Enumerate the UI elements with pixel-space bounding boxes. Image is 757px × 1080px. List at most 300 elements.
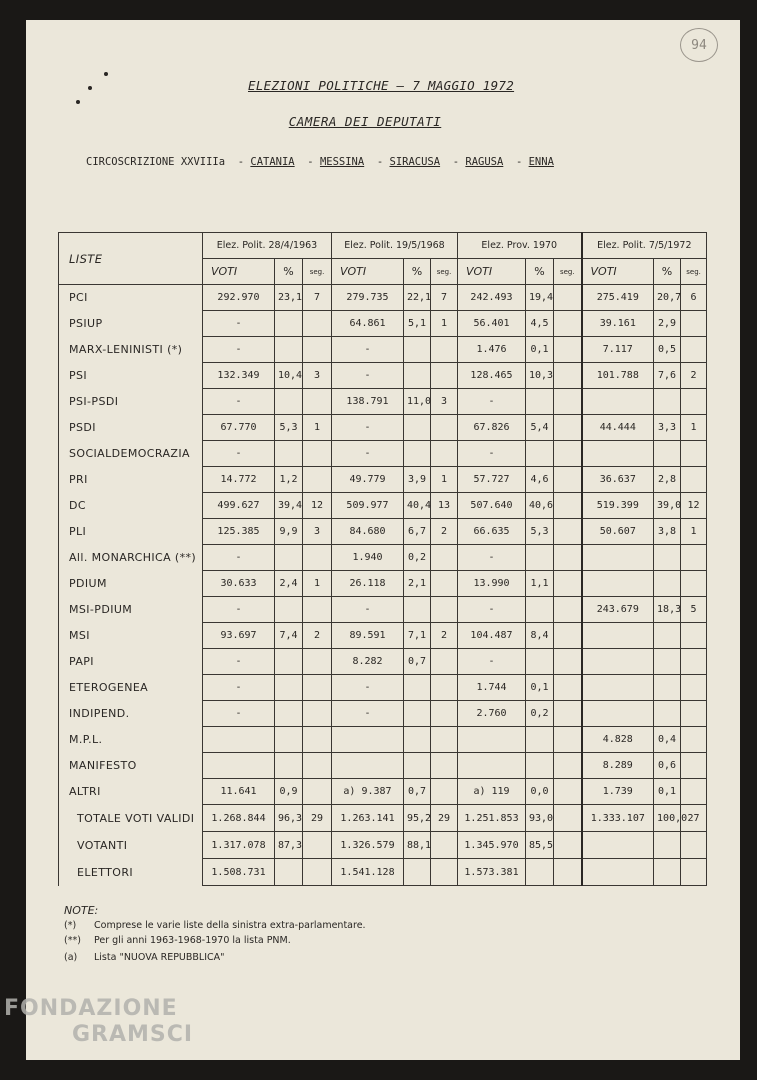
seats-cell [554,441,582,467]
votes-cell: 128.465 [458,363,526,389]
votes-cell: 1.508.731 [203,859,275,886]
percent-cell [275,337,303,363]
seats-cell [554,597,582,623]
party-row [59,467,707,493]
votes-cell: 104.487 [458,623,526,649]
voti-header: VOTI [458,259,526,285]
seats-cell [303,389,332,415]
percent-cell [404,727,431,753]
seats-cell [681,832,707,859]
votes-cell: - [203,441,275,467]
party-label: PAPI [59,649,203,675]
seats-cell [431,675,458,701]
percent-cell [654,832,681,859]
party-row [59,337,707,363]
percent-cell: 23,1 [275,285,303,311]
votes-cell [458,753,526,779]
percent-cell [404,675,431,701]
votes-cell: 84.680 [332,519,404,545]
percent-cell [404,859,431,886]
percent-cell: 0,6 [654,753,681,779]
seats-cell [303,467,332,493]
seats-cell: 1 [681,415,707,441]
votes-cell [458,727,526,753]
party-row [59,727,707,753]
votes-cell: 125.385 [203,519,275,545]
percent-header: % [654,259,681,285]
votes-cell: 292.970 [203,285,275,311]
percent-cell [275,441,303,467]
percent-cell: 4,5 [526,311,554,337]
seats-cell [554,701,582,727]
party-row [59,493,707,519]
seats-cell [303,859,332,886]
votes-cell: 1.317.078 [203,832,275,859]
seats-cell [554,493,582,519]
seats-header: seg. [554,259,582,285]
seats-cell [431,779,458,805]
voti-header: VOTI [203,259,275,285]
seats-cell [431,415,458,441]
election-header: Elez. Polit. 19/5/1968 [332,233,458,259]
votes-cell: 49.779 [332,467,404,493]
percent-cell: 2,9 [654,311,681,337]
percent-cell [404,753,431,779]
percent-header: % [275,259,303,285]
liste-header: LISTE [59,233,203,285]
voti-header: VOTI [332,259,404,285]
election-header: Elez. Polit. 28/4/1963 [203,233,332,259]
party-label: ALTRI [59,779,203,805]
seats-cell [554,571,582,597]
total-row [59,859,707,886]
seats-cell: 27 [681,805,707,832]
votes-cell: 499.627 [203,493,275,519]
note-key: (a) [64,952,78,963]
votes-cell: 93.697 [203,623,275,649]
seats-cell: 3 [303,363,332,389]
votes-cell: 132.349 [203,363,275,389]
seats-cell [554,649,582,675]
seats-cell: 3 [431,389,458,415]
percent-cell: 8,4 [526,623,554,649]
seats-cell: 5 [681,597,707,623]
seats-cell: 29 [303,805,332,832]
results-table [58,232,707,886]
votes-cell: 1.345.970 [458,832,526,859]
seats-cell [303,753,332,779]
circoscrizione-label: CIRCOSCRIZIONE XXVIIIa [86,156,226,168]
seats-cell: 1 [303,415,332,441]
seats-cell [303,727,332,753]
party-label: SOCIALDEMOCRAZIA [59,441,203,467]
party-label: ETEROGENEA [59,675,203,701]
votes-cell: - [203,311,275,337]
votes-cell: 50.607 [582,519,654,545]
votes-cell [582,545,654,571]
votes-cell: 44.444 [582,415,654,441]
percent-cell [404,441,431,467]
percent-cell: 3,8 [654,519,681,545]
seats-cell: 1 [431,467,458,493]
party-row [59,779,707,805]
note-line [64,920,366,931]
seats-cell [554,859,582,886]
party-label: All. MONARCHICA (**) [59,545,203,571]
party-row [59,285,707,311]
votes-cell [582,701,654,727]
percent-cell: 0,2 [526,701,554,727]
seats-cell [303,337,332,363]
percent-cell [654,623,681,649]
percent-cell: 9,9 [275,519,303,545]
votes-cell: - [332,441,404,467]
votes-cell: - [458,597,526,623]
votes-cell: - [203,649,275,675]
seats-cell: 1 [431,311,458,337]
votes-cell: - [203,389,275,415]
seats-cell [431,753,458,779]
province: SIRACUSA [389,156,441,168]
percent-cell [275,545,303,571]
seats-cell [554,727,582,753]
percent-cell: 96,3 [275,805,303,832]
seats-cell: 1 [303,571,332,597]
party-row [59,441,707,467]
province: RAGUSA [465,156,504,168]
seats-cell [303,441,332,467]
seats-cell [431,727,458,753]
document-title: ELEZIONI POLITICHE – 7 MAGGIO 1972 [248,78,515,93]
seats-cell [554,285,582,311]
votes-cell: - [332,415,404,441]
seats-cell [431,859,458,886]
percent-cell: 95,2 [404,805,431,832]
party-label: M.P.L. [59,727,203,753]
votes-cell: - [203,337,275,363]
votes-cell: 101.788 [582,363,654,389]
votes-cell: - [458,441,526,467]
percent-cell [275,389,303,415]
seats-cell [303,597,332,623]
seats-cell [554,623,582,649]
seats-cell [681,571,707,597]
seats-cell: 12 [681,493,707,519]
percent-cell: 3,9 [404,467,431,493]
votes-cell: 1.739 [582,779,654,805]
province: MESSINA [319,156,365,168]
seats-cell [681,727,707,753]
party-label: PSI [59,363,203,389]
seats-cell [431,832,458,859]
seats-cell [681,545,707,571]
seats-cell [681,623,707,649]
votes-cell: - [458,389,526,415]
votes-cell: - [332,337,404,363]
percent-cell [526,859,554,886]
party-row [59,597,707,623]
votes-cell: 1.744 [458,675,526,701]
seats-cell: 2 [431,519,458,545]
votes-cell: 14.772 [203,467,275,493]
percent-header: % [404,259,431,285]
seats-cell [554,519,582,545]
percent-cell: 6,7 [404,519,431,545]
party-row [59,649,707,675]
ink-dot [88,86,92,90]
votes-cell [582,441,654,467]
percent-cell: 1,2 [275,467,303,493]
percent-cell: 85,5 [526,832,554,859]
percent-cell [526,389,554,415]
votes-cell: 39.161 [582,311,654,337]
party-row [59,545,707,571]
seats-cell [431,649,458,675]
percent-header: % [526,259,554,285]
votes-cell: - [458,545,526,571]
seats-cell [431,337,458,363]
seats-cell [554,415,582,441]
votes-cell [332,727,404,753]
votes-cell: 56.401 [458,311,526,337]
seats-cell [681,311,707,337]
votes-cell: a) 9.387 [332,779,404,805]
percent-cell [526,753,554,779]
seats-cell [303,545,332,571]
percent-cell: 2,1 [404,571,431,597]
seats-header: seg. [431,259,458,285]
party-label: MANIFESTO [59,753,203,779]
percent-cell: 7,4 [275,623,303,649]
party-label: ELETTORI [59,859,203,886]
note-line [64,952,225,963]
seats-cell [303,311,332,337]
votes-cell: 30.633 [203,571,275,597]
seats-header: seg. [303,259,332,285]
votes-cell [203,753,275,779]
percent-cell: 20,7 [654,285,681,311]
party-label: PCI [59,285,203,311]
seats-cell: 2 [681,363,707,389]
seats-cell: 12 [303,493,332,519]
seats-cell [554,753,582,779]
seats-cell [681,441,707,467]
votes-cell: 67.770 [203,415,275,441]
votes-cell: 1.251.853 [458,805,526,832]
seats-cell [431,441,458,467]
percent-cell: 2,4 [275,571,303,597]
percent-cell [526,649,554,675]
percent-cell [526,727,554,753]
seats-cell [554,311,582,337]
seats-cell [681,337,707,363]
party-label: PSDI [59,415,203,441]
percent-cell: 0,4 [654,727,681,753]
seats-cell [554,675,582,701]
percent-cell [654,859,681,886]
seats-cell [681,389,707,415]
votes-cell: 509.977 [332,493,404,519]
province: CATANIA [250,156,295,168]
seats-header: seg. [681,259,707,285]
party-row [59,571,707,597]
seats-cell [681,859,707,886]
watermark-line: GRAMSCI [72,1022,194,1047]
seats-cell [554,805,582,832]
votes-cell [582,623,654,649]
seats-cell [554,467,582,493]
seats-cell [554,832,582,859]
votes-cell: 1.268.844 [203,805,275,832]
party-label: MSI-PDIUM [59,597,203,623]
percent-cell [654,571,681,597]
votes-cell: - [332,597,404,623]
votes-cell: - [203,597,275,623]
party-label: PSI-PSDI [59,389,203,415]
circoscrizione-line: CIRCOSCRIZIONE XXVIIIa - CATANIA - MESSINA - SIRACUSA - RAGUSA - ENNA [86,156,554,168]
party-label: PSIUP [59,311,203,337]
party-label: DC [59,493,203,519]
votes-cell: a) 119 [458,779,526,805]
votes-cell [582,649,654,675]
total-row [59,805,707,832]
percent-cell [654,389,681,415]
seats-cell [431,363,458,389]
percent-cell: 22,1 [404,285,431,311]
seats-cell [554,545,582,571]
votes-cell: 1.541.128 [332,859,404,886]
seats-cell [554,779,582,805]
votes-cell: 36.637 [582,467,654,493]
seats-cell: 6 [681,285,707,311]
percent-cell: 0,7 [404,649,431,675]
votes-cell: 1.333.107 [582,805,654,832]
election-header: Elez. Prov. 1970 [458,233,582,259]
party-row [59,311,707,337]
votes-cell [582,832,654,859]
party-label: PRI [59,467,203,493]
votes-cell: 1.326.579 [332,832,404,859]
votes-cell [332,753,404,779]
votes-cell: 13.990 [458,571,526,597]
percent-cell: 0,0 [526,779,554,805]
votes-cell: 1.940 [332,545,404,571]
party-label: INDIPEND. [59,701,203,727]
seats-cell [431,571,458,597]
note-key: (**) [64,935,81,946]
percent-cell: 5,3 [526,519,554,545]
seats-cell [681,701,707,727]
party-label: TOTALE VOTI VALIDI [59,805,203,832]
percent-cell [275,753,303,779]
percent-cell: 0,5 [654,337,681,363]
seats-cell [303,649,332,675]
percent-cell: 2,8 [654,467,681,493]
votes-cell: 507.640 [458,493,526,519]
percent-cell [404,415,431,441]
votes-cell: 138.791 [332,389,404,415]
votes-cell: 7.117 [582,337,654,363]
percent-cell [404,597,431,623]
percent-cell [526,597,554,623]
votes-cell: 89.591 [332,623,404,649]
percent-cell: 0,1 [654,779,681,805]
votes-cell: - [332,363,404,389]
election-header: Elez. Polit. 7/5/1972 [582,233,707,259]
percent-cell [275,859,303,886]
percent-cell [275,701,303,727]
votes-cell [582,859,654,886]
seats-cell: 1 [681,519,707,545]
percent-cell [275,675,303,701]
note-text: Lista "NUOVA REPUBBLICA" [94,952,225,963]
party-label: PLI [59,519,203,545]
percent-cell: 88,1 [404,832,431,859]
percent-cell: 93,0 [526,805,554,832]
percent-cell: 87,3 [275,832,303,859]
percent-cell: 40,6 [526,493,554,519]
note-key: (*) [64,920,77,931]
party-row [59,675,707,701]
votes-cell [582,389,654,415]
percent-cell: 1,1 [526,571,554,597]
percent-cell: 5,4 [526,415,554,441]
seats-cell [554,363,582,389]
seats-cell: 7 [431,285,458,311]
party-row [59,519,707,545]
votes-cell: 275.419 [582,285,654,311]
seats-cell: 13 [431,493,458,519]
votes-cell: 64.861 [332,311,404,337]
percent-cell [654,545,681,571]
percent-cell: 5,3 [275,415,303,441]
note-text: Per gli anni 1963-1968-1970 la lista PNM. [94,935,291,946]
percent-cell: 7,6 [654,363,681,389]
votes-cell: - [332,701,404,727]
percent-cell [654,649,681,675]
election-header-row [59,233,707,259]
votes-cell: 67.826 [458,415,526,441]
percent-cell: 19,4 [526,285,554,311]
percent-cell: 0,1 [526,675,554,701]
percent-cell: 10,3 [526,363,554,389]
percent-cell: 11,0 [404,389,431,415]
seats-cell [431,545,458,571]
seats-cell [303,832,332,859]
percent-cell [404,337,431,363]
note-text: Comprese le varie liste della sinistra extra-parlamentare. [94,920,366,931]
votes-cell: 57.727 [458,467,526,493]
votes-cell: 66.635 [458,519,526,545]
page-number-stamp: 94 [680,28,718,62]
percent-cell: 18,3 [654,597,681,623]
percent-cell [275,649,303,675]
percent-cell: 0,1 [526,337,554,363]
seats-cell: 29 [431,805,458,832]
votes-cell: - [203,675,275,701]
seats-cell [554,337,582,363]
percent-cell: 100,0 [654,805,681,832]
votes-cell: 4.828 [582,727,654,753]
percent-cell: 39,4 [275,493,303,519]
percent-cell: 0,7 [404,779,431,805]
notes-title: NOTE: [64,904,99,917]
party-label: PDIUM [59,571,203,597]
party-label: MSI [59,623,203,649]
percent-cell: 0,2 [404,545,431,571]
seats-cell: 2 [431,623,458,649]
votes-cell: 242.493 [458,285,526,311]
